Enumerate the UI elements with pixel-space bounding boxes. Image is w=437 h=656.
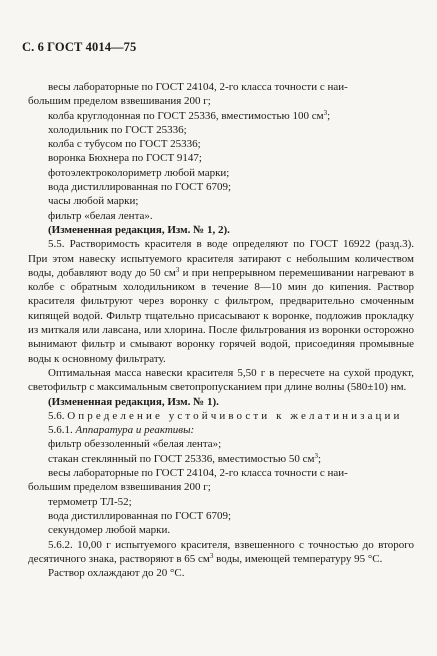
equipment-flask-tubulus: колба с тубусом по ГОСТ 25336;: [48, 138, 201, 151]
material-stopwatch: секундомер любой марки.: [48, 524, 171, 537]
revision-note: (Измененная редакция, Изм. № 1).: [48, 395, 219, 408]
optimal-mass-paragraph: Оптимальная масса навески красителя 5,50 г в пересчете на сухой продукт, светофильтр с максимальным светопропусканием при длине волны (580±10) нм.: [28, 366, 414, 394]
section-5-6-1-heading: 5.6.1. Аппаратура и реактивы:: [48, 424, 195, 437]
material-filter: фильтр обеззоленный «белая лента»;: [48, 438, 222, 451]
cooling-line: Раствор охлаждают до 20 °С.: [48, 567, 185, 580]
equipment-colorimeter: фотоэлектроколориметр любой марки;: [48, 166, 230, 179]
equipment-clock: часы любой марки;: [48, 195, 139, 208]
equipment-scales-line2: большим пределом взвешивания 200 г;: [28, 95, 211, 108]
section-5-6-heading: 5.6. Определение устойчивости к желатинизации: [48, 409, 403, 422]
equipment-condenser: холодильник по ГОСТ 25336;: [48, 123, 187, 136]
page-header: С. 6 ГОСТ 4014—75: [22, 40, 137, 54]
equipment-distilled-water: вода дистиллированная по ГОСТ 6709;: [48, 181, 232, 194]
page-body: [28, 80, 414, 580]
material-scales-line1: весы лабораторные по ГОСТ 24104, 2-го класса точности с наи-: [48, 467, 348, 480]
equipment-scales-line1: весы лабораторные по ГОСТ 24104, 2-го класса точности с наи-: [48, 81, 348, 93]
equipment-flask-round: колба круглодонная по ГОСТ 25336, вместимостью 100 $см^3$;: [48, 108, 331, 122]
equipment-buchner-funnel: воронка Бюхнера по ГОСТ 9147;: [48, 152, 202, 165]
material-scales-line2: большим пределом взвешивания 200 г;: [28, 481, 211, 494]
revision-note: (Измененная редакция, Изм. № 1, 2).: [48, 223, 230, 236]
material-distilled-water: вода дистиллированная по ГОСТ 6709;: [48, 509, 232, 522]
material-beaker: стакан стеклянный по ГОСТ 25336, вместимостью 50 $см^3$;: [48, 451, 322, 465]
material-thermometer: термометр ТЛ-52;: [48, 495, 132, 508]
equipment-filter: фильтр «белая лента».: [48, 209, 153, 222]
section-5-6-2-paragraph: 5.6.2. 10,00 г испытуемого красителя, взвешенного с точностью до второго десятичного знака, растворяют в 65 $см^3$ воды, имеющей температуру 95 °С.: [28, 538, 414, 565]
section-5-5-paragraph: 5.5. Растворимость красителя в воде определяют по ГОСТ 16922 (разд.3). При этом навеску испытуемого красителя затирают с небольшим количеством воды, добавляют воду до 50 $см^3$ и при непрерывном перемешивании нагревают в колбе с обратным холодильником в течение 8—10 мин до кипения. Раствор красителя фильтруют через воронку с фильтром, предварительно смоченным кипящей водой. Фильтр тщательно присасывают к воронке, подложив прокладку из миткаля или лавсана, или хлорина. После фильтрования из воронки осторожно вынимают фильтр и смывают воронку горячей водой, присоединяя промывные воды к основному фильтрату.: [28, 238, 414, 365]
